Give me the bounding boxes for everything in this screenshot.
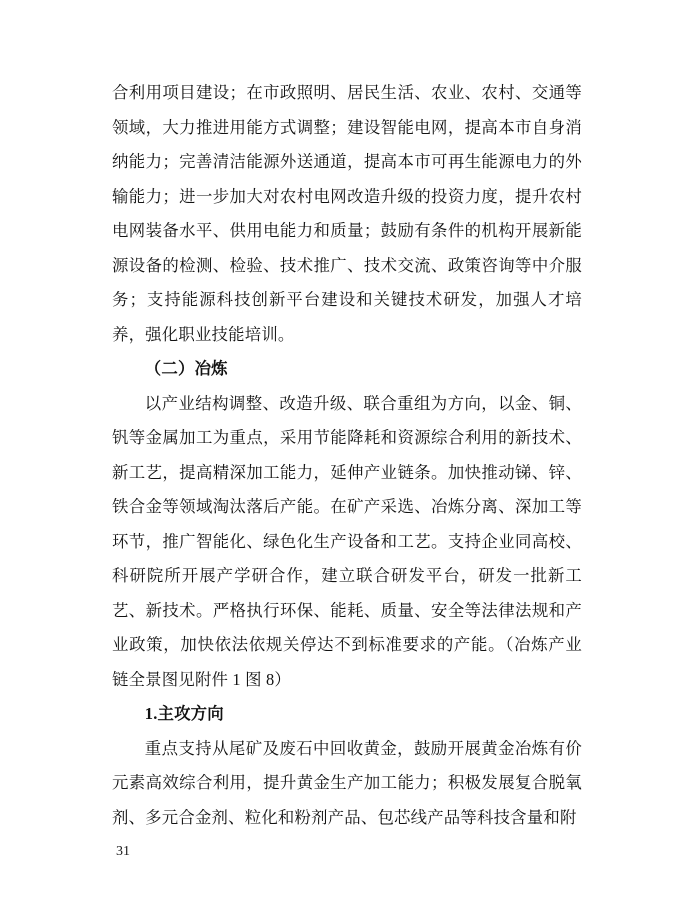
page-content [112,76,582,835]
section-heading-smelting: （二）冶炼 [144,359,228,378]
paragraph-main-direction: 重点支持从尾矿及废石中回收黄金，鼓励开展黄金冶炼有价元素高效综合利用，提升黄金生产加工能力；积极发展复合脱氧剂、多元合金剂、粒化和粉剂产品、包芯线产品等科技含量和附 [112,738,582,827]
paragraph-continuation: 合利用项目建设；在市政照明、居民生活、农业、农村、交通等领域，大力推进用能方式调整；建设智能电网，提高本市自身消纳能力；完善清洁能源外送通道，提高本市可再生能源电力的外输能力；进一步加大对农村电网改造升级的投资力度，提升农村电网装备水平、供用电能力和质量；鼓励有条件的机构开展新能源设备的检测、检验、技术推广、技术交流、政策咨询等中介服务；支持能源科技创新平台建设和关键技术研发，加强人才培养，强化职业技能培训。 [112,83,582,344]
paragraph-smelting-overview: 以产业结构调整、改造升级、联合重组为方向，以金、铜、钒等金属加工为重点，采用节能降耗和资源综合利用的新技术、新工艺，提高精深加工能力，延伸产业链条。加快推动锑、锌、铁合金等领域淘汰落后产能。在矿产采选、冶炼分离、深加工等环节，推广智能化、绿色化生产设备和工艺。支持企业同高校、科研院所开展产学研合作，建立联合研发平台，研发一批新工艺、新技术。严格执行环保、能耗、质量、安全等法律法规和产业政策，加快依法依规关停达不到标准要求的产能。（冶炼产业链全景图见附件 1 图 8） [112,393,582,689]
page-number: 31 [116,844,130,859]
subsection-heading-main-direction: 1.主攻方向 [144,704,224,723]
